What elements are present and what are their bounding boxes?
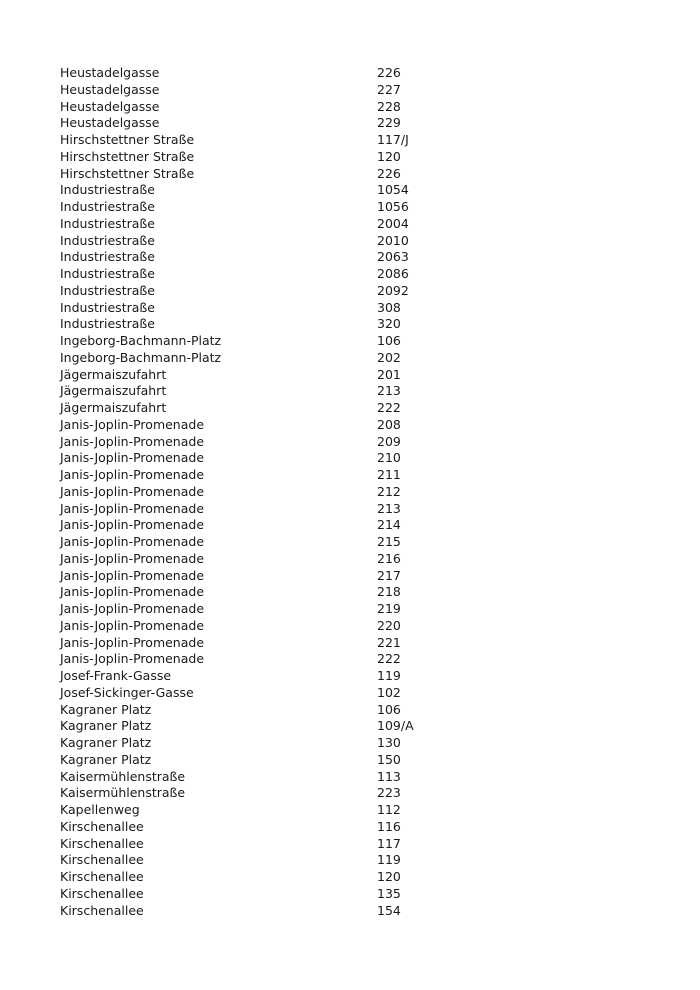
street-name-cell: Janis-Joplin-Promenade — [60, 416, 205, 432]
street-name-cell: Janis-Joplin-Promenade — [60, 550, 205, 566]
table-row — [60, 182, 497, 199]
house-number-cell: 120 — [377, 869, 401, 884]
street-name-cell: Kirschenallee — [60, 885, 144, 901]
street-name-cell: Janis-Joplin-Promenade — [60, 467, 205, 482]
address-table-body — [60, 65, 497, 919]
street-name-cell: Kirschenallee — [60, 818, 144, 834]
table-row — [60, 216, 497, 233]
street-name-cell: Industriestraße — [60, 266, 155, 281]
house-number-cell: 2004 — [377, 215, 409, 231]
table-row — [60, 601, 497, 618]
street-name-cell: Janis-Joplin-Promenade — [60, 601, 205, 616]
house-number-cell: 135 — [377, 885, 401, 901]
street-name-cell: Industriestraße — [60, 232, 155, 248]
house-number-cell: 213 — [377, 500, 401, 516]
street-name-cell: Heustadelgasse — [60, 81, 160, 97]
street-name-cell: Jägermaiszufahrt — [60, 383, 167, 399]
table-row — [60, 199, 497, 216]
street-name-cell: Josef-Sickinger-Gasse — [60, 684, 194, 700]
street-name-cell: Industriestraße — [60, 182, 155, 198]
house-number-cell: 308 — [377, 299, 401, 315]
house-number-cell: 214 — [377, 517, 401, 533]
street-name-cell: Janis-Joplin-Promenade — [60, 567, 205, 583]
street-name-cell: Industriestraße — [60, 282, 155, 298]
house-number-cell: 1056 — [377, 199, 409, 214]
house-number-cell: 119 — [377, 852, 401, 868]
house-number-cell: 120 — [377, 148, 401, 164]
table-row — [60, 149, 497, 166]
house-number-cell: 130 — [377, 735, 401, 750]
house-number-cell: 215 — [377, 534, 401, 549]
street-name-cell: Kirschenallee — [60, 835, 144, 851]
house-number-cell: 228 — [377, 98, 401, 114]
table-row — [60, 450, 497, 467]
house-number-cell: 1054 — [377, 182, 409, 198]
table-row — [60, 249, 497, 266]
table-row — [60, 484, 497, 501]
street-name-cell: Kagraner Platz — [60, 701, 152, 717]
street-name-cell: Jägermaiszufahrt — [60, 366, 167, 382]
house-number-cell: 113 — [377, 768, 401, 784]
table-row — [60, 869, 497, 886]
table-row — [60, 718, 497, 735]
street-name-cell: Kirschenallee — [60, 869, 144, 884]
table-row — [60, 752, 497, 769]
house-number-cell: 220 — [377, 617, 401, 633]
street-name-cell: Janis-Joplin-Promenade — [60, 450, 205, 466]
house-number-cell: 223 — [377, 785, 401, 801]
street-name-cell: Hirschstettner Straße — [60, 165, 195, 181]
house-number-cell: 119 — [377, 668, 401, 683]
house-number-cell: 209 — [377, 433, 401, 449]
house-number-cell: 201 — [377, 366, 401, 382]
table-row — [60, 551, 497, 568]
house-number-cell: 222 — [377, 400, 401, 415]
table-row — [60, 802, 497, 819]
table-row — [60, 534, 497, 551]
street-name-cell: Janis-Joplin-Promenade — [60, 500, 205, 516]
street-name-cell: Janis-Joplin-Promenade — [60, 517, 205, 533]
table-row — [60, 82, 497, 99]
street-name-cell: Jägermaiszufahrt — [60, 400, 167, 415]
house-number-cell: 112 — [377, 802, 401, 817]
house-number-cell: 229 — [377, 115, 401, 131]
street-name-cell: Heustadelgasse — [60, 115, 160, 131]
street-name-cell: Janis-Joplin-Promenade — [60, 534, 205, 549]
table-row — [60, 467, 497, 484]
table-row — [60, 400, 497, 417]
table-row — [60, 333, 497, 350]
street-name-cell: Janis-Joplin-Promenade — [60, 617, 205, 633]
house-number-cell: 116 — [377, 818, 401, 834]
table-row — [60, 819, 497, 836]
house-number-cell: 117 — [377, 835, 401, 851]
street-name-cell: Kapellenweg — [60, 802, 140, 817]
street-name-cell: Ingeborg-Bachmann-Platz — [60, 349, 222, 365]
street-name-cell: Heustadelgasse — [60, 98, 160, 114]
house-number-cell: 212 — [377, 483, 401, 499]
house-number-cell: 208 — [377, 416, 401, 432]
table-row — [60, 769, 497, 786]
street-name-cell: Hirschstettner Straße — [60, 132, 195, 147]
table-row — [60, 651, 497, 668]
house-number-cell: 2010 — [377, 232, 409, 248]
address-table — [60, 65, 497, 919]
street-name-cell: Hirschstettner Straße — [60, 148, 195, 164]
street-name-cell: Kagraner Platz — [60, 718, 152, 734]
table-row — [60, 501, 497, 518]
table-row — [60, 383, 497, 400]
street-name-cell: Kirschenallee — [60, 902, 144, 918]
house-number-cell: 219 — [377, 601, 401, 616]
table-row — [60, 635, 497, 652]
table-row — [60, 367, 497, 384]
table-row — [60, 903, 497, 920]
house-number-cell: 227 — [377, 81, 401, 97]
house-number-cell: 222 — [377, 651, 401, 667]
house-number-cell: 226 — [377, 165, 401, 181]
table-row — [60, 785, 497, 802]
house-number-cell: 106 — [377, 333, 401, 348]
table-row — [60, 166, 497, 183]
table-row — [60, 266, 497, 283]
street-name-cell: Josef-Frank-Gasse — [60, 668, 172, 683]
table-row — [60, 568, 497, 585]
house-number-cell: 320 — [377, 316, 401, 332]
street-name-cell: Janis-Joplin-Promenade — [60, 433, 205, 449]
street-name-cell: Kaisermühlenstraße — [60, 768, 186, 784]
street-name-cell: Industriestraße — [60, 316, 155, 332]
table-row — [60, 735, 497, 752]
table-row — [60, 65, 497, 82]
table-row — [60, 702, 497, 719]
house-number-cell: 2092 — [377, 282, 409, 298]
street-name-cell: Kaisermühlenstraße — [60, 785, 186, 801]
house-number-cell: 109/A — [377, 718, 414, 734]
table-row — [60, 233, 497, 250]
street-name-cell: Kagraner Platz — [60, 735, 152, 750]
house-number-cell: 213 — [377, 383, 401, 399]
street-name-cell: Ingeborg-Bachmann-Platz — [60, 333, 222, 348]
house-number-cell: 154 — [377, 902, 401, 918]
table-row — [60, 99, 497, 116]
table-row — [60, 300, 497, 317]
table-row — [60, 618, 497, 635]
house-number-cell: 117/J — [377, 132, 409, 147]
street-name-cell: Janis-Joplin-Promenade — [60, 651, 205, 667]
table-row — [60, 434, 497, 451]
table-row — [60, 685, 497, 702]
table-row — [60, 417, 497, 434]
table-row — [60, 132, 497, 149]
table-row — [60, 115, 497, 132]
street-name-cell: Kagraner Platz — [60, 751, 152, 767]
street-name-cell: Industriestraße — [60, 299, 155, 315]
house-number-cell: 2086 — [377, 266, 409, 281]
house-number-cell: 106 — [377, 701, 401, 717]
street-name-cell: Industriestraße — [60, 215, 155, 231]
table-row — [60, 852, 497, 869]
house-number-cell: 2063 — [377, 249, 409, 265]
table-row — [60, 836, 497, 853]
street-name-cell: Janis-Joplin-Promenade — [60, 483, 205, 499]
table-row — [60, 517, 497, 534]
street-name-cell: Industriestraße — [60, 249, 155, 265]
table-row — [60, 316, 497, 333]
street-name-cell: Heustadelgasse — [60, 65, 160, 80]
house-number-cell: 218 — [377, 584, 401, 600]
table-row — [60, 886, 497, 903]
house-number-cell: 217 — [377, 567, 401, 583]
table-row — [60, 584, 497, 601]
table-row — [60, 350, 497, 367]
house-number-cell: 216 — [377, 550, 401, 566]
house-number-cell: 102 — [377, 684, 401, 700]
house-number-cell: 150 — [377, 751, 401, 767]
house-number-cell: 211 — [377, 467, 401, 482]
table-row — [60, 283, 497, 300]
street-name-cell: Janis-Joplin-Promenade — [60, 584, 205, 600]
house-number-cell: 210 — [377, 450, 401, 466]
street-name-cell: Industriestraße — [60, 199, 155, 214]
table-row — [60, 668, 497, 685]
house-number-cell: 226 — [377, 65, 401, 80]
house-number-cell: 202 — [377, 349, 401, 365]
street-name-cell: Kirschenallee — [60, 852, 144, 868]
street-name-cell: Janis-Joplin-Promenade — [60, 634, 205, 650]
house-number-cell: 221 — [377, 634, 401, 650]
